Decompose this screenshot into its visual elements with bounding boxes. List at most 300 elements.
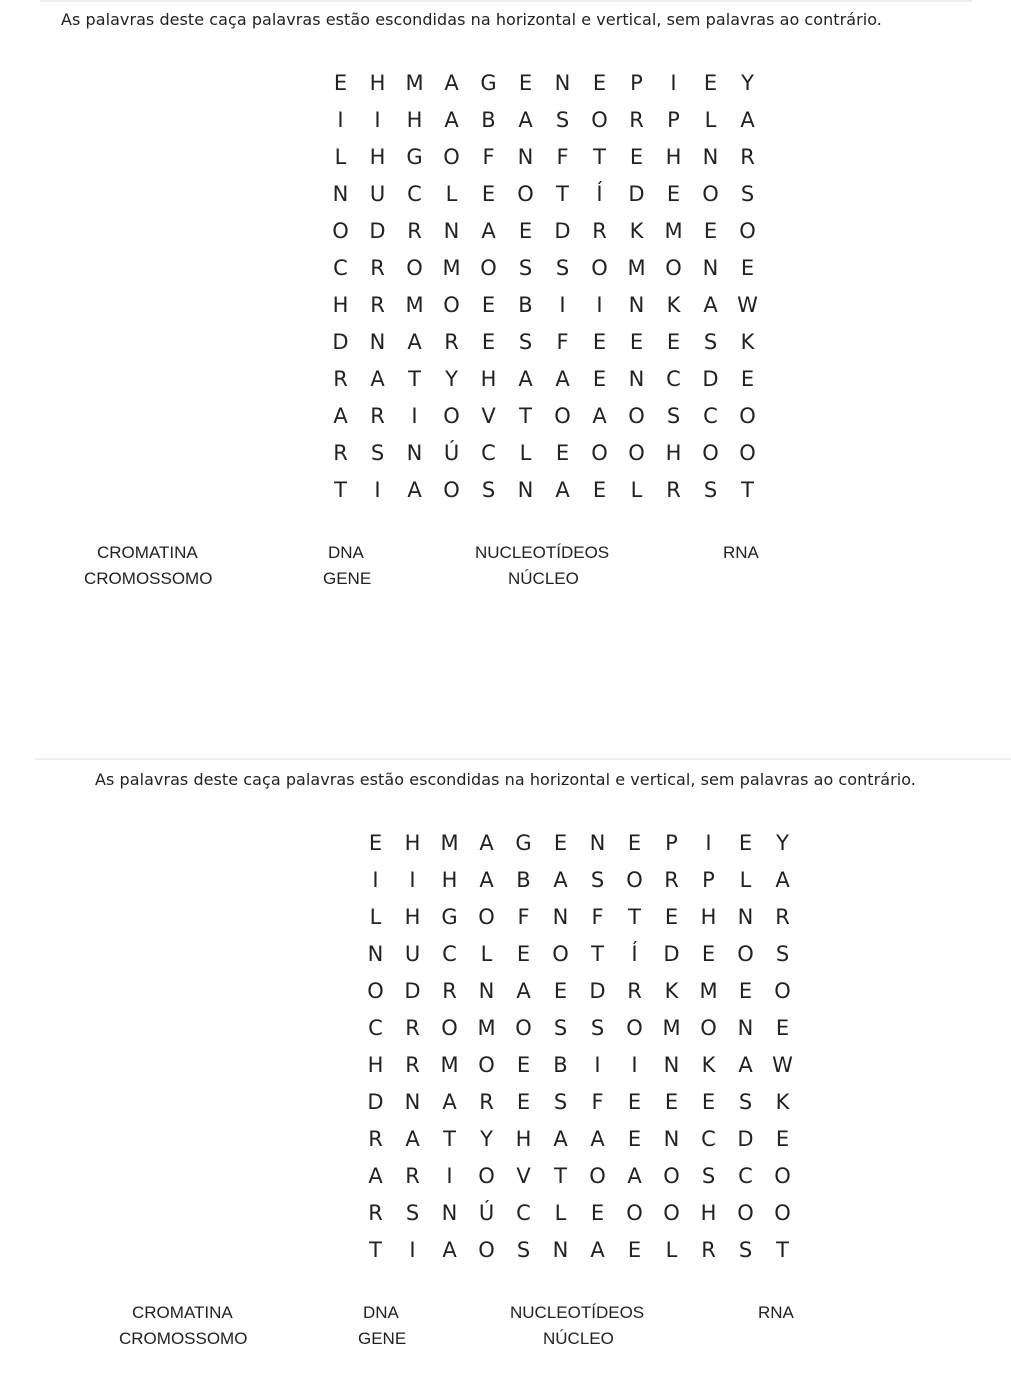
grid-letter: N <box>663 1052 680 1077</box>
grid-letter: L <box>369 904 382 929</box>
grid-letter: N <box>737 1015 754 1040</box>
grid-letter: O <box>774 978 791 1003</box>
grid-letter: I <box>705 830 712 855</box>
grid-letter: L <box>630 477 643 502</box>
grid-letter: A <box>333 403 348 428</box>
grid-letter: H <box>406 107 423 132</box>
grid-letter: R <box>370 403 385 428</box>
word-nucleo: NÚCLEO <box>508 569 579 588</box>
grid-letter: O <box>663 1163 680 1188</box>
grid-letter: O <box>589 1163 606 1188</box>
grid-letter: E <box>481 292 496 317</box>
grid-letter: O <box>626 1015 643 1040</box>
grid-letter: N <box>552 904 569 929</box>
grid-letter: I <box>337 107 344 132</box>
grid-letter: A <box>481 218 496 243</box>
grid-letter: O <box>591 255 608 280</box>
grid-letter: O <box>367 978 384 1003</box>
grid-letter: R <box>664 867 679 892</box>
grid-letter: O <box>552 941 569 966</box>
grid-letter: T <box>443 1126 456 1151</box>
grid-letter: F <box>482 144 495 169</box>
grid-letter: P <box>702 867 715 892</box>
grid-letter: G <box>515 830 532 855</box>
grid-letter: R <box>666 477 681 502</box>
word-nucleo: NÚCLEO <box>543 1329 614 1348</box>
grid-letter: S <box>516 1237 531 1262</box>
grid-letter: E <box>701 941 716 966</box>
grid-letter: H <box>700 904 717 929</box>
grid-letter: L <box>665 1237 678 1262</box>
grid-letter: S <box>590 867 605 892</box>
grid-letter: S <box>701 1163 716 1188</box>
grid-letter: I <box>631 1052 638 1077</box>
grid-letter: A <box>442 1237 457 1262</box>
grid-letter: A <box>555 366 570 391</box>
grid-letter: K <box>775 1089 790 1114</box>
grid-letter: H <box>665 440 682 465</box>
grid-letter: R <box>405 1163 420 1188</box>
grid-letter: R <box>629 107 644 132</box>
grid-letter: P <box>665 830 678 855</box>
grid-letter: C <box>368 1015 383 1040</box>
grid-letter: E <box>592 329 607 354</box>
grid-letter: O <box>480 255 497 280</box>
grid-letter: O <box>665 255 682 280</box>
grid-letter: E <box>627 1089 642 1114</box>
grid-letter: N <box>589 830 606 855</box>
instructions-text: As palavras deste caça palavras estão escondidas na horizontal e vertical, sem palavras ao contrário. <box>61 10 882 29</box>
grid-letter: E <box>516 1052 531 1077</box>
grid-letter: D <box>737 1126 754 1151</box>
grid-letter: S <box>370 440 385 465</box>
grid-letter: I <box>446 1163 453 1188</box>
grid-letter: N <box>517 477 534 502</box>
grid-letter: N <box>702 255 719 280</box>
grid-letter: R <box>368 1126 383 1151</box>
grid-letter: E <box>775 1126 790 1151</box>
letter-grid <box>357 824 801 1268</box>
grid-letter: N <box>406 440 423 465</box>
grid-letter: S <box>738 1089 753 1114</box>
grid-letter: W <box>772 1052 793 1077</box>
grid-letter: S <box>518 255 533 280</box>
grid-letter: E <box>775 1015 790 1040</box>
grid-letter: O <box>663 1200 680 1225</box>
grid-letter: A <box>479 867 494 892</box>
grid-letter: R <box>592 218 607 243</box>
grid-letter: R <box>442 978 457 1003</box>
grid-letter: R <box>333 366 348 391</box>
grid-letter: S <box>555 255 570 280</box>
grid-letter: H <box>367 1052 384 1077</box>
grid-letter: O <box>628 440 645 465</box>
grid-letter: C <box>442 941 457 966</box>
grid-letter: N <box>663 1126 680 1151</box>
grid-letter: O <box>591 107 608 132</box>
grid-letter: A <box>738 1052 753 1077</box>
grid-letter: O <box>702 440 719 465</box>
grid-letter: I <box>596 292 603 317</box>
grid-letter: L <box>445 181 458 206</box>
grid-letter: D <box>367 1089 384 1114</box>
grid-letter: C <box>333 255 348 280</box>
grid-letter: M <box>627 255 646 280</box>
word-dna: DNA <box>363 1303 399 1322</box>
grid-letter: E <box>481 329 496 354</box>
word-list <box>0 543 1011 603</box>
grid-letter: S <box>518 329 533 354</box>
grid-letter: R <box>333 440 348 465</box>
grid-letter: A <box>590 1126 605 1151</box>
grid-letter: E <box>518 218 533 243</box>
grid-letter: O <box>737 1200 754 1225</box>
grid-letter: Ú <box>443 440 460 465</box>
grid-letter: S <box>405 1200 420 1225</box>
grid-letter: M <box>442 255 461 280</box>
word-gene: GENE <box>323 569 372 588</box>
grid-letter: C <box>738 1163 753 1188</box>
grid-letter: E <box>738 978 753 1003</box>
grid-letter: C <box>703 403 718 428</box>
grid-letter: R <box>444 329 459 354</box>
grid-letter: A <box>405 1126 420 1151</box>
grid-letter: A <box>479 830 494 855</box>
grid-letter: S <box>553 1015 568 1040</box>
word-cromatina: CROMATINA <box>132 1303 233 1322</box>
grid-letter: B <box>518 292 533 317</box>
grid-letter: O <box>406 255 423 280</box>
word-gene: GENE <box>358 1329 407 1348</box>
grid-letter: C <box>516 1200 531 1225</box>
grid-letter: A <box>368 1163 383 1188</box>
grid-letter: M <box>405 292 424 317</box>
grid-letter: R <box>405 1052 420 1077</box>
grid-letter: S <box>590 1015 605 1040</box>
grid-letter: Y <box>741 70 754 95</box>
grid-letter: L <box>554 1200 567 1225</box>
grid-letter: O <box>739 403 756 428</box>
grid-letter: S <box>553 1089 568 1114</box>
grid-letter: L <box>704 107 717 132</box>
grid-letter: N <box>443 218 460 243</box>
grid-letter: A <box>442 1089 457 1114</box>
grid-letter: F <box>591 1089 604 1114</box>
grid-letter: N <box>552 1237 569 1262</box>
grid-letter: E <box>627 1237 642 1262</box>
grid-letter: D <box>554 218 571 243</box>
grid-letter: E <box>666 329 681 354</box>
grid-letter: A <box>370 366 385 391</box>
grid-letter: U <box>404 941 421 966</box>
grid-letter: A <box>555 477 570 502</box>
word-nucleotideos: NUCLEOTÍDEOS <box>475 543 610 562</box>
grid-letter: F <box>556 329 569 354</box>
grid-letter: E <box>627 1126 642 1151</box>
grid-letter: A <box>775 867 790 892</box>
grid-letter: E <box>518 70 533 95</box>
grid-letter: I <box>374 107 381 132</box>
word-cromossomo: CROMOSSOMO <box>119 1329 248 1348</box>
grid-letter: E <box>368 830 383 855</box>
grid-letter: E <box>703 70 718 95</box>
grid-letter: P <box>630 70 643 95</box>
grid-letter: A <box>444 107 459 132</box>
grid-letter: F <box>556 144 569 169</box>
grid-letter: O <box>441 1015 458 1040</box>
grid-letter: O <box>478 1237 495 1262</box>
grid-letter: S <box>703 329 718 354</box>
grid-letter: I <box>594 1052 601 1077</box>
grid-letter: N <box>554 70 571 95</box>
word-cromossomo: CROMOSSOMO <box>84 569 213 588</box>
grid-letter: I <box>374 477 381 502</box>
grid-letter: H <box>515 1126 532 1151</box>
grid-letter: E <box>592 477 607 502</box>
grid-letter: A <box>444 70 459 95</box>
word-search-puzzle-1 <box>0 0 1011 620</box>
grid-letter: P <box>667 107 680 132</box>
grid-letter: N <box>478 978 495 1003</box>
grid-letter: A <box>407 477 422 502</box>
grid-letter: O <box>737 941 754 966</box>
grid-letter: E <box>629 144 644 169</box>
grid-letter: K <box>629 218 644 243</box>
grid-letter: B <box>481 107 496 132</box>
grid-letter: M <box>699 978 718 1003</box>
grid-letter: R <box>407 218 422 243</box>
grid-letter: M <box>664 218 683 243</box>
grid-letter: E <box>516 1089 531 1114</box>
grid-letter: O <box>515 1015 532 1040</box>
grid-letter: N <box>737 904 754 929</box>
grid-letter: L <box>480 941 493 966</box>
grid-letter: T <box>593 144 606 169</box>
grid-letter: I <box>409 867 416 892</box>
word-search-puzzle-2 <box>0 760 1011 1380</box>
grid-letter: A <box>407 329 422 354</box>
grid-letter: R <box>627 978 642 1003</box>
grid-letter: D <box>332 329 349 354</box>
grid-letter: E <box>333 70 348 95</box>
grid-letter: O <box>739 218 756 243</box>
grid-letter: H <box>441 867 458 892</box>
grid-letter: N <box>404 1089 421 1114</box>
grid-letter: A <box>518 107 533 132</box>
grid-letter: G <box>480 70 497 95</box>
grid-letter: C <box>407 181 422 206</box>
grid-letter: O <box>443 292 460 317</box>
grid-letter: Y <box>776 830 789 855</box>
grid-letter: E <box>481 181 496 206</box>
grid-letter: L <box>334 144 347 169</box>
grid-letter: R <box>368 1200 383 1225</box>
grid-letter: U <box>369 181 386 206</box>
grid-letter: V <box>481 403 496 428</box>
grid-letter: O <box>626 867 643 892</box>
grid-letter: H <box>404 830 421 855</box>
grid-letter: Í <box>631 941 638 966</box>
word-dna: DNA <box>328 543 364 562</box>
grid-letter: O <box>478 1163 495 1188</box>
grid-letter: E <box>590 1200 605 1225</box>
grid-letter: E <box>627 830 642 855</box>
grid-letter: O <box>774 1200 791 1225</box>
grid-letter: B <box>553 1052 568 1077</box>
grid-letter: F <box>517 904 530 929</box>
grid-letter: C <box>701 1126 716 1151</box>
grid-letter: D <box>628 181 645 206</box>
grid-letter: O <box>478 1052 495 1077</box>
grid-letter: C <box>481 440 496 465</box>
grid-letter: K <box>666 292 681 317</box>
grid-letter: E <box>592 366 607 391</box>
grid-letter: O <box>443 477 460 502</box>
grid-letter: O <box>332 218 349 243</box>
grid-letter: S <box>738 1237 753 1262</box>
grid-letter: H <box>480 366 497 391</box>
grid-letter: N <box>369 329 386 354</box>
grid-letter: N <box>628 366 645 391</box>
grid-letter: A <box>627 1163 642 1188</box>
grid-letter: L <box>519 440 532 465</box>
grid-letter: E <box>555 440 570 465</box>
grid-letter: M <box>477 1015 496 1040</box>
grid-letter: D <box>589 978 606 1003</box>
grid-letter: S <box>703 477 718 502</box>
grid-letter: D <box>404 978 421 1003</box>
grid-letter: E <box>553 978 568 1003</box>
word-list <box>0 1303 1011 1363</box>
grid-letter: A <box>592 403 607 428</box>
grid-letter: N <box>332 181 349 206</box>
grid-letter: M <box>405 70 424 95</box>
grid-letter: H <box>700 1200 717 1225</box>
grid-letter: H <box>404 904 421 929</box>
grid-letter: F <box>591 904 604 929</box>
grid-letter: O <box>774 1163 791 1188</box>
word-cromatina: CROMATINA <box>97 543 198 562</box>
grid-letter: O <box>626 1200 643 1225</box>
grid-letter: E <box>738 830 753 855</box>
grid-letter: I <box>372 867 379 892</box>
grid-letter: A <box>703 292 718 317</box>
grid-letter: T <box>334 477 347 502</box>
grid-letter: H <box>369 70 386 95</box>
grid-letter: T <box>369 1237 382 1262</box>
grid-letter: H <box>369 144 386 169</box>
grid-letter: R <box>479 1089 494 1114</box>
grid-letter: D <box>663 941 680 966</box>
grid-letter: E <box>664 904 679 929</box>
grid-letter: N <box>441 1200 458 1225</box>
grid-letter: R <box>740 144 755 169</box>
grid-letter: K <box>740 329 755 354</box>
grid-letter: O <box>700 1015 717 1040</box>
grid-letter: M <box>440 1052 459 1077</box>
grid-letter: L <box>739 867 752 892</box>
grid-letter: C <box>666 366 681 391</box>
grid-letter: T <box>591 941 604 966</box>
grid-letter: T <box>408 366 421 391</box>
grid-letter: T <box>554 1163 567 1188</box>
grid-letter: S <box>481 477 496 502</box>
grid-letter: O <box>702 181 719 206</box>
grid-letter: B <box>516 867 531 892</box>
grid-letter: S <box>775 941 790 966</box>
grid-letter: I <box>670 70 677 95</box>
grid-letter: E <box>516 941 531 966</box>
grid-letter: E <box>664 1089 679 1114</box>
word-rna: RNA <box>723 543 759 562</box>
grid-letter: V <box>516 1163 531 1188</box>
grid-letter: M <box>662 1015 681 1040</box>
instructions-text: As palavras deste caça palavras estão escondidas na horizontal e vertical, sem palavras ao contrário. <box>95 770 916 789</box>
grid-letter: A <box>553 1126 568 1151</box>
grid-letter: E <box>701 1089 716 1114</box>
grid-letter: Í <box>596 181 603 206</box>
grid-letter: E <box>703 218 718 243</box>
grid-letter: O <box>628 403 645 428</box>
grid-letter: T <box>556 181 569 206</box>
grid-letter: T <box>776 1237 789 1262</box>
grid-letter: H <box>665 144 682 169</box>
letter-grid <box>322 64 766 508</box>
grid-letter: E <box>629 329 644 354</box>
grid-letter: T <box>628 904 641 929</box>
grid-letter: R <box>370 255 385 280</box>
grid-letter: E <box>740 255 755 280</box>
grid-letter: O <box>554 403 571 428</box>
grid-letter: O <box>443 403 460 428</box>
grid-letter: A <box>553 867 568 892</box>
grid-letter: W <box>737 292 758 317</box>
grid-letter: N <box>702 144 719 169</box>
grid-letter: G <box>406 144 423 169</box>
word-rna: RNA <box>758 1303 794 1322</box>
grid-letter: R <box>405 1015 420 1040</box>
grid-letter: A <box>590 1237 605 1262</box>
grid-letter: E <box>592 70 607 95</box>
grid-letter: N <box>367 941 384 966</box>
grid-letter: M <box>440 830 459 855</box>
grid-letter: E <box>553 830 568 855</box>
grid-letter: E <box>740 366 755 391</box>
grid-letter: D <box>369 218 386 243</box>
word-nucleotideos: NUCLEOTÍDEOS <box>510 1303 645 1322</box>
grid-letter: S <box>740 181 755 206</box>
grid-letter: S <box>666 403 681 428</box>
grid-letter: Y <box>480 1126 493 1151</box>
grid-letter: S <box>555 107 570 132</box>
grid-letter: I <box>411 403 418 428</box>
grid-letter: A <box>516 978 531 1003</box>
grid-letter: R <box>370 292 385 317</box>
grid-letter: I <box>409 1237 416 1262</box>
grid-letter: R <box>775 904 790 929</box>
grid-letter: E <box>666 181 681 206</box>
grid-letter: H <box>332 292 349 317</box>
grid-letter: T <box>741 477 754 502</box>
grid-letter: T <box>519 403 532 428</box>
grid-letter: D <box>702 366 719 391</box>
grid-letter: N <box>628 292 645 317</box>
grid-letter: K <box>701 1052 716 1077</box>
grid-letter: A <box>518 366 533 391</box>
grid-letter: N <box>517 144 534 169</box>
grid-letter: K <box>664 978 679 1003</box>
grid-letter: O <box>517 181 534 206</box>
